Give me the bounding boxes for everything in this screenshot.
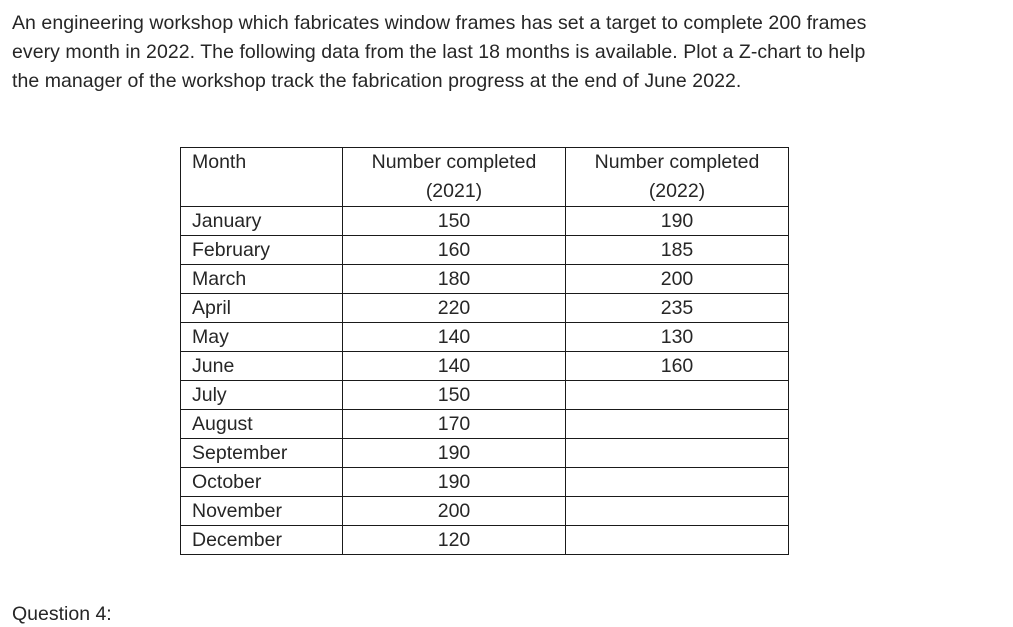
cell-2022: 160 xyxy=(566,352,789,381)
cell-2022 xyxy=(566,526,789,555)
header-number-completed-2022 xyxy=(566,148,789,207)
table-row xyxy=(181,439,789,468)
cell-2022: 235 xyxy=(566,294,789,323)
cell-month: May xyxy=(181,323,343,352)
header-number-completed-2021 xyxy=(343,148,566,207)
header-month: Month xyxy=(181,148,343,207)
table-row xyxy=(181,352,789,381)
header-2021-line1: Number completed xyxy=(371,151,537,173)
cell-2021: 190 xyxy=(343,439,566,468)
cell-2022 xyxy=(566,439,789,468)
cell-month: August xyxy=(181,410,343,439)
table-row xyxy=(181,207,789,236)
problem-statement xyxy=(12,9,1002,96)
cell-2022: 200 xyxy=(566,265,789,294)
cell-2022: 185 xyxy=(566,236,789,265)
cell-2022 xyxy=(566,468,789,497)
cell-2022: 130 xyxy=(566,323,789,352)
cell-month: July xyxy=(181,381,343,410)
cell-month: February xyxy=(181,236,343,265)
header-2021-line2: (2021) xyxy=(425,180,483,202)
frames-completed-table xyxy=(180,147,789,555)
table-row xyxy=(181,526,789,555)
question-label: Question 4: xyxy=(12,603,112,625)
table-row xyxy=(181,265,789,294)
cell-month: June xyxy=(181,352,343,381)
problem-statement-line: every month in 2022. The following data from the last 18 months is available. Plot a Z-chart to help xyxy=(12,41,866,63)
cell-month: January xyxy=(181,207,343,236)
table-row xyxy=(181,468,789,497)
problem-statement-line: An engineering workshop which fabricates window frames has set a target to complete 200 frames xyxy=(12,12,867,34)
problem-statement-line: the manager of the workshop track the fabrication progress at the end of June 2022. xyxy=(12,70,742,92)
cell-2021: 120 xyxy=(343,526,566,555)
header-2022-line1: Number completed xyxy=(594,151,760,173)
table-row xyxy=(181,497,789,526)
cell-2021: 190 xyxy=(343,468,566,497)
table-row xyxy=(181,410,789,439)
cell-2022: 190 xyxy=(566,207,789,236)
table-body xyxy=(181,207,789,555)
cell-2022 xyxy=(566,497,789,526)
cell-2021: 160 xyxy=(343,236,566,265)
cell-2022 xyxy=(566,381,789,410)
cell-2022 xyxy=(566,410,789,439)
cell-2021: 150 xyxy=(343,207,566,236)
cell-month: December xyxy=(181,526,343,555)
cell-2021: 140 xyxy=(343,352,566,381)
cell-2021: 180 xyxy=(343,265,566,294)
table-row xyxy=(181,294,789,323)
cell-month: March xyxy=(181,265,343,294)
header-2022-line2: (2022) xyxy=(648,180,706,202)
cell-month: October xyxy=(181,468,343,497)
cell-2021: 220 xyxy=(343,294,566,323)
table-row xyxy=(181,381,789,410)
table-row xyxy=(181,236,789,265)
cell-2021: 150 xyxy=(343,381,566,410)
cell-2021: 200 xyxy=(343,497,566,526)
cell-month: April xyxy=(181,294,343,323)
cell-2021: 170 xyxy=(343,410,566,439)
table-row xyxy=(181,323,789,352)
cell-2021: 140 xyxy=(343,323,566,352)
cell-month: September xyxy=(181,439,343,468)
table-header-row xyxy=(181,148,789,207)
cell-month: November xyxy=(181,497,343,526)
